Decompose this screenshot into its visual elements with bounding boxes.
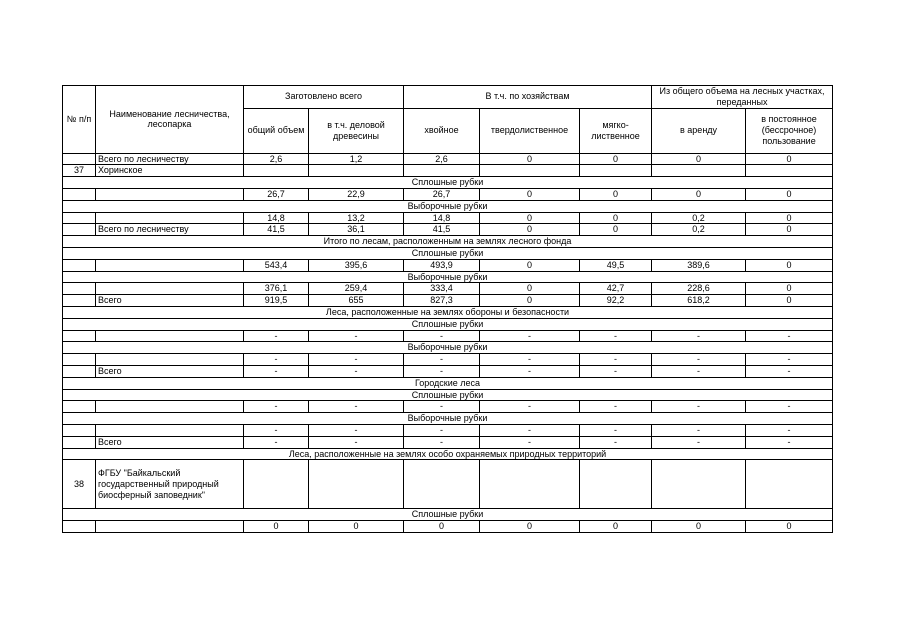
table-cell: - [404,436,480,448]
table-body [63,153,833,532]
row-name [96,283,244,295]
row-name [96,259,244,271]
header-num: № п/п [63,86,96,154]
table-row [63,188,833,200]
section-title: Леса, расположенные на землях особо охраняемых природных территорий [63,448,833,460]
table-cell: 0 [746,224,833,236]
table-cell: 0 [746,212,833,224]
section-row [63,177,833,189]
table-cell [309,165,404,177]
table-cell: 41,5 [244,224,309,236]
section-title: Итого по лесам, расположенным на землях лесного фонда [63,236,833,248]
table-cell: - [309,424,404,436]
table-cell [244,460,309,509]
table-cell: 14,8 [244,212,309,224]
row-name: Хоринское [96,165,244,177]
table-cell: 395,6 [309,259,404,271]
section-row [63,306,833,318]
section-row [63,271,833,283]
table-cell: 0 [580,188,652,200]
table-row [63,330,833,342]
table-cell: - [580,424,652,436]
section-title: Выборочные рубки [63,200,833,212]
table-row [63,365,833,377]
section-title: Сплошные рубки [63,389,833,401]
row-name [96,354,244,366]
header-col-business: в т.ч. деловой древесины [309,108,404,153]
section-row [63,377,833,389]
table-cell: - [404,365,480,377]
table-cell: - [746,365,833,377]
row-number [63,153,96,165]
table-cell: 0 [580,212,652,224]
table-row [63,460,833,509]
table-cell: 41,5 [404,224,480,236]
row-name [96,424,244,436]
table-cell: - [746,401,833,413]
table-cell [652,165,746,177]
row-number [63,521,96,533]
row-number: 38 [63,460,96,509]
row-name: Всего по лесничеству [96,224,244,236]
table-cell: 389,6 [652,259,746,271]
section-title: Леса, расположенные на землях обороны и безопасности [63,306,833,318]
section-row [63,389,833,401]
table-cell: 0 [480,212,580,224]
table-cell: 0 [580,224,652,236]
table-cell: 919,5 [244,295,309,307]
row-name [96,521,244,533]
table-row [63,283,833,295]
table-cell [404,460,480,509]
table-cell: 13,2 [309,212,404,224]
table-cell: - [652,424,746,436]
row-number [63,401,96,413]
table-cell: - [746,424,833,436]
table-cell: - [244,354,309,366]
row-number [63,259,96,271]
header-owner-group: В т.ч. по хозяйствам [404,86,652,109]
row-name [96,401,244,413]
table-cell [309,460,404,509]
table-cell: - [244,436,309,448]
row-number [63,212,96,224]
header-total-group: Заготовлено всего [244,86,404,109]
table-cell: - [580,354,652,366]
table-cell: - [480,424,580,436]
table-cell: 0 [746,295,833,307]
row-name: Всего по лесничеству [96,153,244,165]
table-cell: 618,2 [652,295,746,307]
table-cell: 0 [480,153,580,165]
table-cell: 0 [746,153,833,165]
table-row [63,212,833,224]
table-cell [404,165,480,177]
table-cell: 0 [746,521,833,533]
table-cell: 827,3 [404,295,480,307]
table-cell: - [652,401,746,413]
table-cell: - [746,436,833,448]
table-cell: 0 [480,259,580,271]
row-number [63,365,96,377]
row-name [96,330,244,342]
table-cell: 0 [309,521,404,533]
table-cell [746,165,833,177]
table-cell: - [244,424,309,436]
table-cell: - [480,354,580,366]
table-cell: - [580,365,652,377]
row-name: Всего [96,295,244,307]
table-cell: - [580,401,652,413]
section-row [63,509,833,521]
row-number [63,354,96,366]
section-title: Сплошные рубки [63,318,833,330]
table-cell: 0 [480,188,580,200]
table-cell: - [404,401,480,413]
header-name: Наименование лесничества, лесопарка [96,86,244,154]
table-cell [580,460,652,509]
table-cell: 0 [746,259,833,271]
table-cell [652,460,746,509]
section-row [63,448,833,460]
header-col-perm: в постоянное (бессрочное) пользование [746,108,833,153]
table-cell: 0 [746,188,833,200]
table-cell: 2,6 [244,153,309,165]
row-number [63,224,96,236]
table-cell: 0 [404,521,480,533]
table-cell: 543,4 [244,259,309,271]
table-cell: 42,7 [580,283,652,295]
section-title: Выборочные рубки [63,342,833,354]
table-cell: - [652,436,746,448]
table-cell: 36,1 [309,224,404,236]
table-cell: 26,7 [404,188,480,200]
table-cell: 49,5 [580,259,652,271]
section-row [63,247,833,259]
row-number [63,436,96,448]
section-row [63,236,833,248]
table-cell: 0,2 [652,224,746,236]
table-cell: 0 [652,521,746,533]
table-cell: 0 [480,283,580,295]
header-col-lease: в аренду [652,108,746,153]
header-col-hardwood: твердолиственное [480,108,580,153]
table-cell: - [404,330,480,342]
table-cell: 2,6 [404,153,480,165]
header-col-total: общий объем [244,108,309,153]
forest-harvest-table [62,85,833,533]
table-cell [746,460,833,509]
header-col-softwood: мягко-лиственное [580,108,652,153]
table-cell: 92,2 [580,295,652,307]
table-cell: 0 [480,224,580,236]
table-row [63,224,833,236]
table-cell: - [244,401,309,413]
row-number [63,283,96,295]
table-cell: - [404,424,480,436]
header-lease-group: Из общего объема на лесных участках, переданных [652,86,833,109]
section-row [63,318,833,330]
header-row-groups [63,86,833,109]
table-row [63,354,833,366]
row-number [63,188,96,200]
table-cell: 333,4 [404,283,480,295]
table-cell: - [480,436,580,448]
table-cell: - [309,401,404,413]
row-name [96,188,244,200]
row-name: Всего [96,365,244,377]
table-cell: - [652,365,746,377]
table-row [63,259,833,271]
table-cell: 0 [746,283,833,295]
table-cell: 0,2 [652,212,746,224]
table-cell: 376,1 [244,283,309,295]
table-cell [244,165,309,177]
section-title: Выборочные рубки [63,413,833,425]
table-cell: 22,9 [309,188,404,200]
section-title: Сплошные рубки [63,177,833,189]
table-cell: 0 [244,521,309,533]
section-row [63,413,833,425]
table-cell: 1,2 [309,153,404,165]
table-cell: - [746,354,833,366]
table-row [63,424,833,436]
table-cell: 0 [652,188,746,200]
table-row [63,401,833,413]
row-number: 37 [63,165,96,177]
row-name: ФГБУ "Байкальский государственный природный биосферный заповедник" [96,460,244,509]
table-cell: 228,6 [652,283,746,295]
table-cell: - [309,354,404,366]
table-row [63,165,833,177]
table-cell: 0 [480,295,580,307]
table-cell: 0 [580,521,652,533]
table-cell: - [746,330,833,342]
table-cell: 14,8 [404,212,480,224]
section-row [63,342,833,354]
table-cell: - [480,401,580,413]
table-cell: 493,9 [404,259,480,271]
table-cell: - [580,436,652,448]
table-cell: - [652,354,746,366]
table-cell: - [480,365,580,377]
section-title: Выборочные рубки [63,271,833,283]
table-row [63,295,833,307]
table-cell: 0 [580,153,652,165]
header-col-conifer: хвойное [404,108,480,153]
table-row [63,153,833,165]
row-name: Всего [96,436,244,448]
table-cell [480,460,580,509]
table-cell: - [580,330,652,342]
table-cell: - [309,365,404,377]
table-cell: 0 [652,153,746,165]
table-row [63,521,833,533]
table-cell: - [244,365,309,377]
table-cell: - [309,330,404,342]
row-number [63,424,96,436]
section-title: Городские леса [63,377,833,389]
table-row [63,436,833,448]
table-cell: - [309,436,404,448]
section-title: Сплошные рубки [63,247,833,259]
table-cell: - [480,330,580,342]
table-cell: 259,4 [309,283,404,295]
section-row [63,200,833,212]
table-cell: 655 [309,295,404,307]
table-cell: - [652,330,746,342]
table-cell [480,165,580,177]
section-title: Сплошные рубки [63,509,833,521]
row-number [63,295,96,307]
table-cell: - [244,330,309,342]
table-cell: 26,7 [244,188,309,200]
table-cell: 0 [480,521,580,533]
table-cell: - [404,354,480,366]
table-cell [580,165,652,177]
row-number [63,330,96,342]
row-name [96,212,244,224]
